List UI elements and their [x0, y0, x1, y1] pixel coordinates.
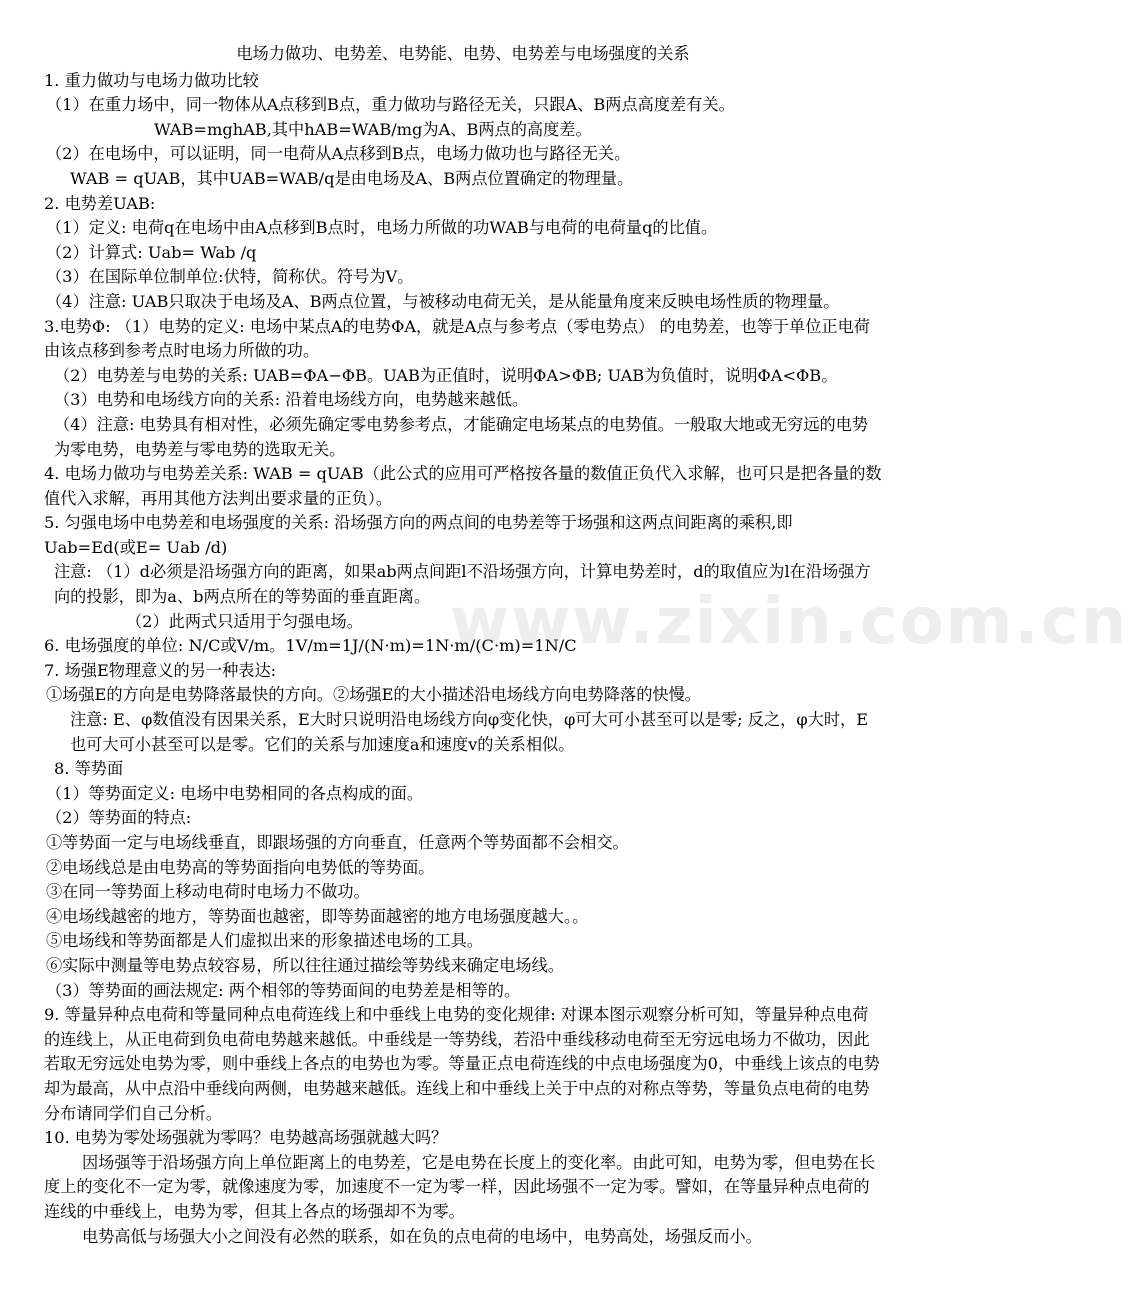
section-8-feature-5: ⑤电场线和等势面都是人们虚拟出来的形象描述电场的工具。 — [46, 931, 484, 951]
section-8-item-2: （2）等势面的特点: — [46, 808, 192, 828]
section-7-heading: 7. 场强E物理意义的另一种表达: — [44, 660, 277, 680]
section-1-formula-2: WAB = qUAB，其中UAB=WAB/q是由电场及A、B两点位置确定的物理量。 — [70, 168, 634, 188]
section-2-item-1: （1）定义: 电荷q在电场中由A点移到B点时，电场力所做的功WAB与电荷的电荷量q的比值。 — [46, 218, 718, 238]
section-8-heading: 8. 等势面 — [54, 759, 124, 779]
section-6-heading: 6. 电场强度的单位: N/C或V/m。1V/m=1J/(N·m)=1N·m/(C·m)=1N/C — [44, 636, 577, 656]
section-2-item-2: （2）计算式: Uab= Wab /q — [46, 242, 257, 262]
document-title: 电场力做功、电势差、电势能、电势、电势差与电场强度的关系 — [236, 44, 690, 63]
section-1-heading: 1. 重力做功与电场力做功比较 — [44, 70, 259, 90]
section-10-paragraph-1: 因场强等于沿场强方向上单位距离上的电势差，它是电势在长度上的变化率。由此可知，电势为零，但电势在长度上的变化不一定为零，就像速度为零，加速度不一定为零一样，因此场强不一定为零。譬如，在等量异种点电荷的连线的中垂线上，电势为零，但其上各点的场强却不为零。 — [44, 1152, 876, 1221]
section-5-heading: 5. 匀强电场中电势差和电场强度的关系: 沿场强方向的两点间的电势差等于场强和这两点间距离的乘积,即Uab=Ed(或E= Uab /d) — [44, 513, 793, 557]
section-7-note: 注意: E、φ数值没有因果关系，E大时只说明沿电场线方向φ变化快，φ可大可小甚至可以是零; 反之，φ大时，E也可大可小甚至可以是零。它们的关系与加速度a和速度v的关系相似。 — [70, 710, 869, 754]
section-3-heading: 3.电势Φ: （1）电势的定义: 电场中某点A的电势ΦA，就是A点与参考点（零电势点） 的电势差，也等于单位正电荷由该点移到参考点时电场力所做的功。 — [44, 316, 870, 361]
section-5-note-2: （2）此两式只适用于匀强电场。 — [126, 611, 363, 631]
section-4-heading: 4. 电场力做功与电势差关系: WAB = qUAB（此公式的应用可严格按各量的数值正负代入求解，也可只是把各量的数值代入求解，再用其他方法判出要求量的正负）。 — [44, 464, 882, 508]
section-3-item-4: （4）注意: 电势具有相对性，必须先确定零电势参考点，才能确定电场某点的电势值。一般取大地或无穷远的电势为零电势，电势差与零电势的选取无关。 — [54, 414, 869, 459]
section-10-heading: 10. 电势为零处场强就为零吗？电势越高场强就越大吗？ — [44, 1128, 448, 1148]
watermark-text: www.zixin.com.cn — [450, 585, 1128, 659]
section-2-heading: 2. 电势差UAB: — [44, 193, 156, 213]
section-3-item-2: （2）电势差与电势的关系: UAB=ΦA−ΦB。UAB为正值时，说明ΦA>ΦB; UAB为负值时，说明ΦA<ΦB。 — [54, 365, 838, 385]
section-8-item-1: （1）等势面定义: 电场中电势相同的各点构成的面。 — [46, 783, 424, 803]
section-7-item: ①场强E的方向是电势降落最快的方向。②场强E的大小描述沿电场线方向电势降落的快慢。 — [46, 685, 701, 705]
section-8-feature-4: ④电场线越密的地方，等势面也越密，即等势面越密的地方电场强度越大。。 — [46, 906, 589, 926]
section-8-feature-1: ①等势面一定与电场线垂直，即跟场强的方向垂直，任意两个等势面都不会相交。 — [46, 833, 629, 852]
section-2-item-4: （4）注意: UAB只取决于电场及A、B两点位置，与被移动电荷无关，是从能量角度来反映电场性质的物理量。 — [46, 291, 840, 311]
section-8-item-3: （3）等势面的画法规定: 两个相邻的等势面间的电势差是相等的。 — [46, 980, 521, 1000]
section-8-feature-6: ⑥实际中测量等电势点较容易，所以往往通过描绘等势线来确定电场线。 — [46, 955, 564, 975]
section-1-formula-1: WAB=mghAB,其中hAB=WAB/mg为A、B两点的高度差。 — [154, 119, 592, 139]
section-1-item-1: （1）在重力场中，同一物体从A点移到B点，重力做功与路径无关，只跟A、B两点高度差有关。 — [46, 95, 735, 115]
section-3-item-3: （3）电势和电场线方向的关系: 沿着电场线方向，电势越来越低。 — [54, 390, 529, 410]
section-2-item-3: （3）在国际单位制单位:伏特，简称伏。符号为V。 — [46, 267, 414, 287]
section-8-feature-2: ②电场线总是由电势高的等势面指向电势低的等势面。 — [46, 857, 435, 877]
section-1-item-2: （2）在电场中，可以证明，同一电荷从A点移到B点，电场力做功也与路径无关。 — [46, 144, 631, 164]
section-5-note-1: 注意: （1）d必须是沿场强方向的距离，如果ab两点间距l不沿场强方向，计算电势差时，d的取值应为l在沿场强方向的投影，即为a、b两点所在的等势面的垂直距离。 — [54, 562, 871, 607]
section-8-feature-3: ③在同一等势面上移动电荷时电场力不做功。 — [46, 882, 370, 902]
section-10-paragraph-2: 电势高低与场强大小之间没有必然的联系，如在负的点电荷的电场中，电势高处，场强反而小。 — [82, 1226, 762, 1246]
section-9-paragraph: 9. 等量异种点电荷和等量同种点电荷连线上和中垂线上电势的变化规律: 对课本图示观察分析可知，等量异种点电荷的连线上，从正电荷到负电荷电势越来越低。中垂线是一等势线，若沿中垂线移动电荷至无穷远电场力不做功，因此若取无穷远处电势为零，则中垂线上各点的电势也为零。等量正点电荷连线的中点电场强度为0，中垂线上该点的电势却为最高，从中点沿中垂线向两侧，电势越来越低。连线上和中垂线上关于中点的对称点等势，等量负点电荷的电势分布请同学们自己分析。 — [44, 1005, 880, 1123]
